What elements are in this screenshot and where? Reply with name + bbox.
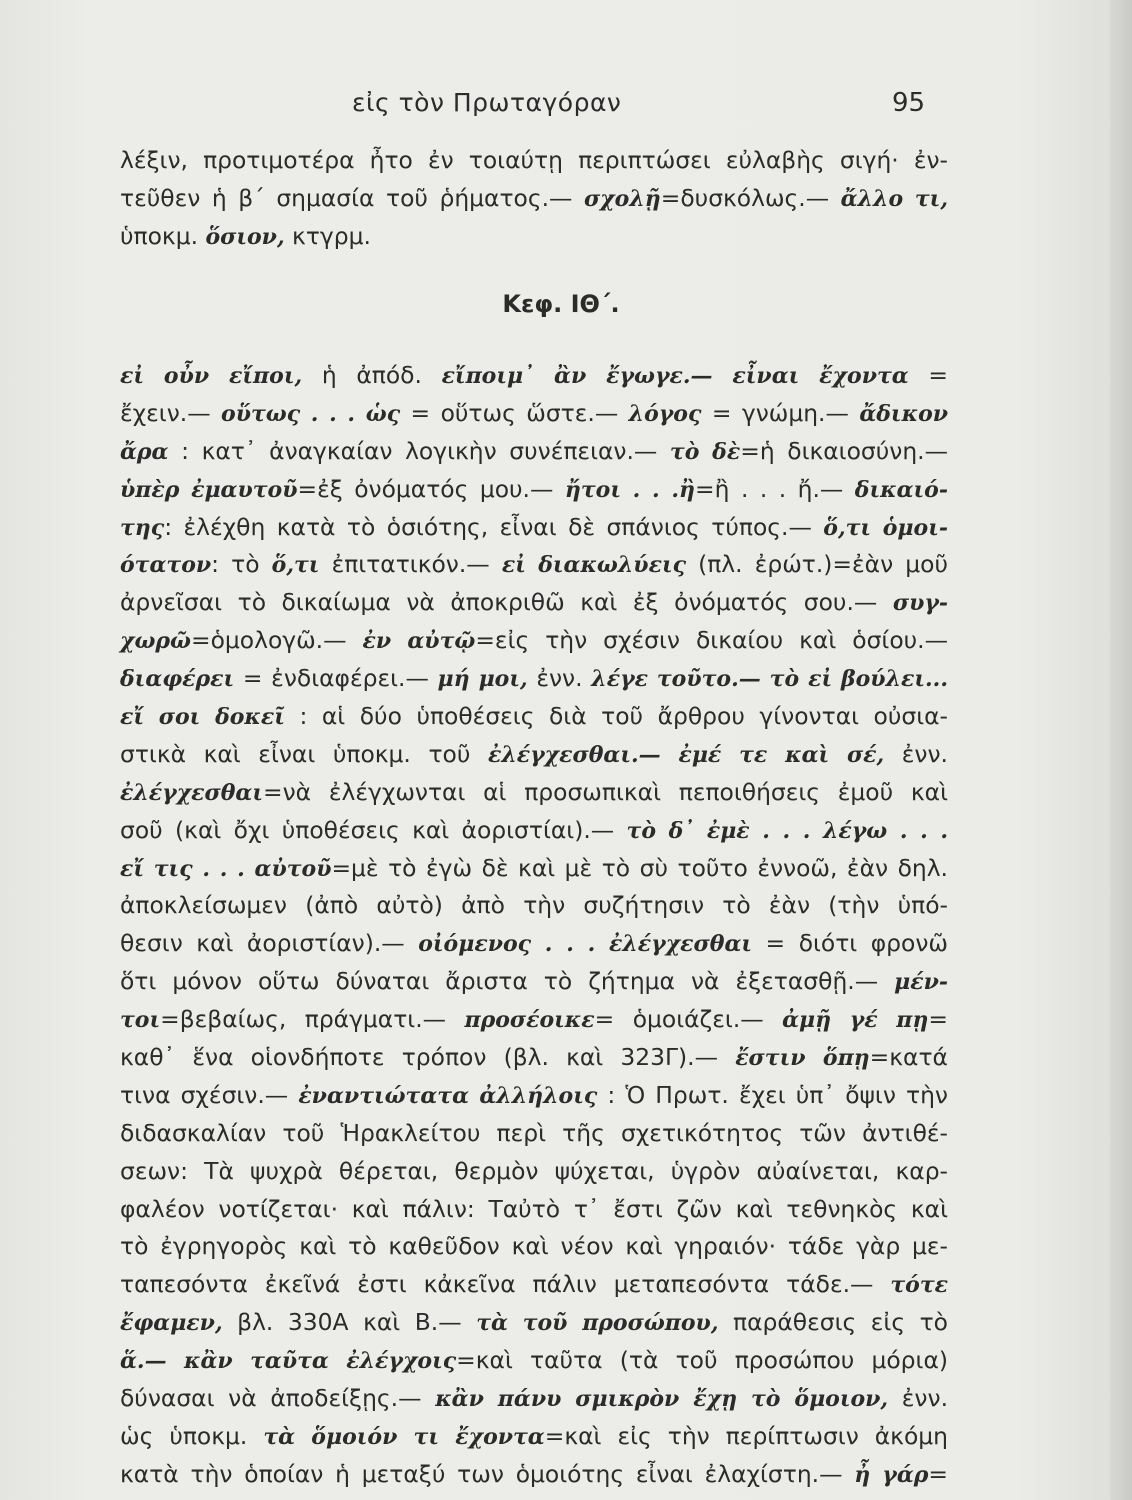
- text-run: λέξιν, προτιμοτέρα ἦτο ἐν τοιαύτῃ περιπτώσει εὐλαβὴς σιγή· ἐν-: [120, 146, 948, 174]
- lemma-bold: εἴποιμ᾽ ἂν ἔγωγε.— εἶναι ἔχοντα: [441, 363, 909, 389]
- text-line: [120, 1153, 948, 1191]
- lemma-bold: ἅ.— κἂν ταῦτα ἐλέγχοις: [120, 1348, 457, 1375]
- text-run: ἐνν.: [527, 664, 592, 693]
- text-run: =εἰς τὴν σχέσιν δικαίου καὶ ὁσίου.—: [475, 626, 948, 655]
- text-run: ἐπιτατικόν.—: [319, 550, 502, 579]
- text-line: [120, 180, 948, 218]
- text-line: [120, 698, 948, 736]
- lemma-bold: ἄλλο τι,: [840, 185, 948, 212]
- lemma-bold: ἀμῇ γέ πῃ: [782, 1007, 929, 1034]
- text-run: =νὰ ἐλέγχωνται αἱ προσωπικαὶ πεποιθήσεις ἐμοῦ καὶ: [263, 777, 948, 806]
- lemma-bold: ἐλέγχεσθαι.— ἐμέ τε καὶ σέ,: [487, 741, 885, 768]
- text-run: ἀρνεῖσαι τὸ δικαίωμα νὰ ἀποκριθῶ καὶ ἐξ ὀνόματός σου.—: [120, 588, 893, 617]
- text-run: : Ὁ Πρωτ. ἔχει ὑπ᾽ ὄψιν τὴν: [597, 1080, 948, 1109]
- lemma-bold: δικαιό-: [854, 476, 948, 503]
- text-line: [120, 357, 948, 395]
- lemma-bold: κἂν πάνυ σμικρὸν ἔχῃ τὸ ὅμοιον,: [435, 1386, 889, 1413]
- lemma-bold: τότε: [890, 1272, 948, 1299]
- text-run: σεων: Τὰ ψυχρὰ θέρεται, θερμὸν ψύχεται, ὑγρὸν αὐαίνεται, καρ-: [120, 1156, 948, 1185]
- intro-paragraph: [120, 142, 948, 256]
- lemma-bold: ἦ γάρ: [854, 1461, 929, 1488]
- text-line: [120, 433, 948, 471]
- text-line: [120, 622, 948, 660]
- text-run: =: [928, 1459, 948, 1488]
- text-line: [120, 1228, 948, 1266]
- lemma-bold: ἐναντιώτατα ἀλλήλοις: [298, 1082, 598, 1109]
- text-run: τὸ ἐγρηγορὸς καὶ τὸ καθεῦδον καὶ νέον καὶ γηραιόν· τάδε γὰρ με-: [120, 1232, 948, 1261]
- chapter-heading-text: Κεφ. ΙΘ΄.: [502, 290, 620, 318]
- text-line: [120, 812, 948, 850]
- text-line: [120, 963, 948, 1001]
- text-line: [120, 1001, 948, 1039]
- lemma-bold: ὑπὲρ ἐμαυτοῦ: [120, 476, 298, 503]
- text-run: =κατά: [869, 1043, 948, 1072]
- text-run: =ἐξ ὀνόματός μου.—: [297, 474, 565, 503]
- lemma-bold: εἰ οὖν εἴποι,: [120, 363, 303, 389]
- text-line: [120, 1304, 948, 1342]
- text-run: : τὸ: [211, 550, 272, 579]
- text-line: [120, 1077, 948, 1115]
- lemma-bold: τὸ δ᾽ ἐμὲ . . . λέγω . . .: [626, 817, 948, 844]
- lemma-bold: ἄρα: [120, 438, 169, 465]
- text-run: = γνώμη.—: [701, 398, 860, 427]
- text-run: =βεβαίως, πράγματι.—: [160, 1005, 465, 1034]
- text-run: ἐνν.: [888, 1384, 949, 1413]
- lemma-bold: οἰόμενος . . . ἐλέγχεσθαι: [418, 931, 753, 958]
- running-title: εἰς τὸν Πρωταγόραν: [352, 88, 622, 117]
- text-run: τεῦθεν ἡ β΄ σημασία τοῦ ῥήματος.—: [120, 183, 584, 212]
- lemma-bold: τὰ τοῦ προσώπου,: [476, 1310, 719, 1337]
- page-number: 95: [892, 88, 926, 118]
- lemma-bold: μέν-: [894, 969, 948, 996]
- lemma-bold: διαφέρει: [120, 666, 235, 693]
- text-line: [120, 736, 948, 774]
- lemma-bold: τὰ ὅμοιόν τι ἔχοντα: [263, 1423, 545, 1450]
- lemma-bold: ἔστιν ὅπῃ: [735, 1045, 870, 1072]
- text-line: [120, 925, 948, 963]
- lemma-bold: εἴ τις . . . αὐτοῦ: [120, 855, 332, 882]
- lemma-bold: ότατον: [120, 552, 212, 579]
- text-line: [120, 1115, 948, 1153]
- text-line: [120, 1456, 948, 1494]
- lemma-bold: ἔφαμεν,: [120, 1310, 223, 1337]
- text-line: [120, 1191, 948, 1229]
- lemma-bold: λέγε τοῦτο.— τὸ εἰ βούλει...: [591, 666, 948, 693]
- text-run: ὑποκμ.: [120, 221, 206, 250]
- lemma-bold: εἰ διακωλύεις: [501, 552, 686, 579]
- text-run: (πλ. ἐρώτ.)=ἐὰν μοῦ: [685, 550, 948, 579]
- text-run: =δυσκόλως.—: [660, 183, 841, 212]
- text-run: στικὰ καὶ εἶναι ὑποκμ. τοῦ: [120, 739, 488, 768]
- text-line: [120, 395, 948, 433]
- text-run: =: [928, 1005, 949, 1034]
- text-line: [120, 1039, 948, 1077]
- text-run: = οὕτως ὥστε.—: [400, 398, 629, 427]
- text-line: [120, 660, 948, 698]
- lemma-bold: χωρῶ: [120, 628, 191, 655]
- text-run: θεσιν καὶ ἀοριστίαν).—: [120, 929, 419, 958]
- text-run: : κατ᾽ ἀναγκαίαν λογικὴν συνέπειαν.—: [168, 436, 670, 465]
- lemma-bold: ἤτοι . . .ἢ: [564, 476, 696, 503]
- lemma-bold: οὕτως . . . ὡς: [221, 400, 401, 427]
- text-line: [120, 218, 948, 256]
- text-line: [120, 774, 948, 812]
- text-run: βλ. 330Α καὶ Β.—: [222, 1308, 477, 1337]
- text-line: [120, 850, 948, 888]
- lemma-bold: λόγος: [628, 400, 702, 427]
- text-run: ἔχειν.—: [120, 398, 222, 427]
- lemma-bold: ὅ,τι: [271, 552, 320, 579]
- text-run: κατὰ τὴν ὁποίαν ἡ μεταξύ των ὁμοιότης εἶναι ἐλαχίστη.—: [120, 1459, 855, 1488]
- text-line: [120, 887, 948, 925]
- lemma-bold: προσέοικε: [464, 1007, 595, 1034]
- text-run: = ὁμοιάζει.—: [594, 1005, 783, 1034]
- text-run: = διότι φρονῶ: [752, 929, 948, 958]
- text-run: =ὁμολογῶ.—: [191, 626, 363, 655]
- text-line: [120, 509, 948, 547]
- text-run: ὅτι μόνον οὕτω δύναται ἄριστα τὸ ζήτημα νὰ ἐξετασθῇ.—: [120, 967, 895, 996]
- text-run: φαλέον νοτίζεται· καὶ πάλιν: Ταὐτὸ τ᾽ ἔστι ζῶν καὶ τεθνηκὸς καὶ: [120, 1194, 948, 1223]
- lemma-bold: συγ-: [892, 590, 948, 617]
- text-line: [120, 1342, 948, 1380]
- text-run: ἐνν.: [884, 739, 948, 768]
- lemma-bold: ἄδικον: [859, 400, 949, 427]
- text-run: ἡ ἀπόδ.: [302, 361, 442, 389]
- text-run: : ἐλέχθη κατὰ τὸ ὁσιότης, εἶναι δὲ σπάνιος τύπος.—: [164, 512, 824, 541]
- commentary-paragraph: [120, 357, 948, 1494]
- text-run: = ἐνδιαφέρει.—: [234, 664, 438, 693]
- lemma-bold: μή μοι,: [437, 666, 528, 693]
- lemma-bold: ἐν αὐτῷ: [362, 628, 476, 655]
- lemma-bold: τὸ δὲ: [669, 438, 741, 465]
- text-run: παράθεσις εἰς τὸ: [718, 1308, 948, 1337]
- text-line: [120, 546, 948, 584]
- text-run: =μὲ τὸ ἐγὼ δὲ καὶ μὲ τὸ σὺ τοῦτο ἐννοῶ, ἐὰν δηλ.: [331, 853, 948, 882]
- text-run: δύνασαι νὰ ἀποδείξῃς.—: [120, 1384, 436, 1413]
- page-gutter-shadow: [1110, 0, 1132, 1500]
- text-line: [120, 471, 948, 509]
- text-line: [120, 584, 948, 622]
- text-run: =ἢ . . . ἤ.—: [695, 474, 855, 503]
- text-run: =καὶ ταῦτα (τὰ τοῦ προσώπου μόρια): [456, 1346, 948, 1375]
- text-line: [120, 1418, 948, 1456]
- text-run: =: [908, 361, 948, 389]
- lemma-bold: ὅ,τι ὁμοι-: [823, 514, 948, 541]
- text-line: [120, 142, 948, 180]
- text-run: καθ᾽ ἕνα οἱονδήποτε τρόπον (βλ. καὶ 323Γ).—: [120, 1043, 736, 1072]
- text-run: διδασκαλίαν τοῦ Ἡρακλείτου περὶ τῆς σχετικότητος τῶν ἀντιθέ-: [120, 1118, 948, 1147]
- text-run: ταπεσόντα ἐκεῖνά ἐστι κἀκεῖνα πάλιν μεταπεσόντα τάδε.—: [120, 1270, 891, 1299]
- text-run: =καὶ εἰς τὴν περίπτωσιν ἀκόμη: [544, 1421, 948, 1450]
- text-run: ὡς ὑποκμ.: [120, 1421, 264, 1450]
- lemma-bold: σχολῇ: [583, 185, 661, 212]
- text-run: τινα σχέσιν.—: [120, 1080, 299, 1109]
- lemma-bold: τοι: [120, 1007, 161, 1034]
- running-head: [0, 88, 1132, 124]
- lemma-bold: ἐλέγχεσθαι: [120, 779, 264, 806]
- text-run: =ἡ δικαιοσύνη.—: [740, 436, 948, 465]
- text-run: : αἱ δύο ὑποθέσεις διὰ τοῦ ἄρθρου γίνονται οὐσια-: [284, 702, 948, 731]
- lemma-bold: εἴ σοι δοκεῖ: [120, 704, 285, 731]
- lemma-bold: της: [120, 514, 165, 541]
- lemma-bold: ὅσιον,: [205, 223, 285, 250]
- text-line: [120, 1266, 948, 1304]
- text-run: κτγρμ.: [284, 221, 371, 250]
- chapter-heading: [0, 290, 1132, 318]
- text-run: σοῦ (καὶ ὄχι ὑποθέσεις καὶ ἀοριστίαι).—: [120, 815, 627, 844]
- text-line: [120, 1380, 948, 1418]
- text-run: ἀποκλείσωμεν (ἀπὸ αὐτὸ) ἀπὸ τὴν συζήτησιν τὸ ἐὰν (τὴν ὑπό-: [120, 891, 948, 920]
